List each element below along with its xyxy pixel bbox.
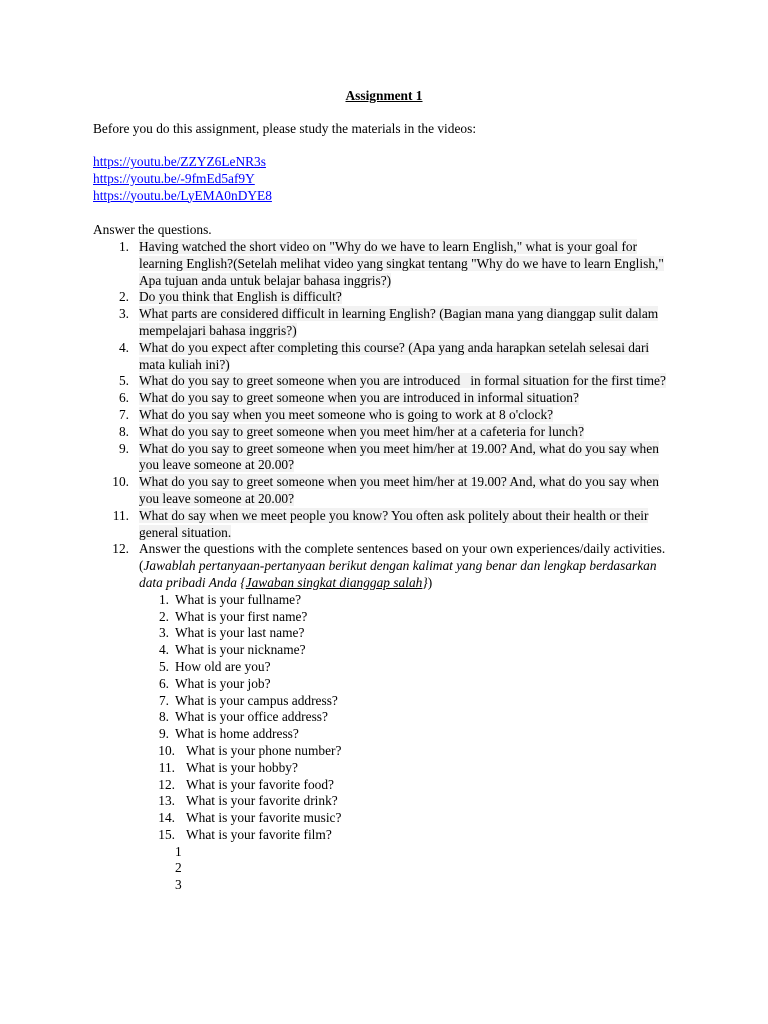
- sub-question-number: 11.: [158, 759, 175, 775]
- question-number: 8.: [118, 423, 129, 439]
- question-item: [93, 474, 673, 508]
- sub-question-number: 9.: [158, 726, 169, 742]
- sub-question-item: [139, 726, 673, 743]
- sub-question-number: 1.: [158, 591, 169, 607]
- sub-question-text: What is your office address?: [175, 709, 328, 725]
- answer-label: Answer the questions.: [93, 222, 212, 237]
- question-text: What do you say to greet someone when you meet him/her at 19.00? And, what do you say when you leave someone at 20.00?: [139, 474, 659, 506]
- question-item: [93, 407, 673, 424]
- sub-question-text: What is your campus address?: [175, 692, 338, 708]
- sub-question-item: [139, 609, 673, 626]
- question-item: [93, 424, 673, 441]
- question-item: [93, 289, 673, 306]
- sub-question-number: 14.: [158, 810, 175, 826]
- question-number: 4.: [118, 339, 129, 355]
- question-item: [93, 239, 673, 289]
- question-item: [93, 373, 673, 390]
- sub-question-number: 3.: [158, 625, 169, 641]
- question-number: 10.: [112, 474, 129, 490]
- sub-question-item: [139, 827, 673, 844]
- question-number: 9.: [118, 440, 129, 456]
- question-number: 5.: [118, 373, 129, 389]
- sub-question-text: What is your favorite music?: [186, 810, 342, 826]
- question-item-12: [93, 541, 673, 894]
- sub-question-text: What is your first name?: [175, 608, 308, 624]
- question-text: What do you expect after completing this course? (Apa yang anda harapkan setelah selesai dari mata kuliah ini?): [139, 339, 650, 372]
- sub-question-item: [139, 743, 673, 760]
- question-number: 1.: [118, 239, 129, 254]
- sub-question-number: 7.: [158, 692, 169, 708]
- sub-question-text: What is your hobby?: [186, 759, 298, 775]
- trailing-numbers: [139, 844, 673, 894]
- sub-question-item: [139, 625, 673, 642]
- sub-question-number: 6.: [158, 675, 169, 691]
- sub-question-item: [139, 676, 673, 693]
- question-item: [93, 441, 673, 475]
- sub-question-text: What is your favorite food?: [186, 776, 334, 792]
- sub-question-item: [139, 793, 673, 810]
- trailing-number: 1: [175, 843, 182, 859]
- sub-question-text: What is your phone number?: [186, 742, 342, 758]
- question-item: [93, 306, 673, 340]
- question-12-paren: ): [427, 574, 433, 590]
- question-12-brace: }: [422, 574, 428, 590]
- question-text: What do you say to greet someone when you meet him/her at a cafeteria for lunch?: [139, 423, 585, 439]
- question-list: [93, 239, 673, 894]
- question-item: [93, 340, 673, 374]
- sub-question-text: What is your nickname?: [175, 642, 306, 658]
- question-number: 2.: [118, 289, 129, 305]
- question-text: What do you say to greet someone when you are introduced in informal situation?: [139, 390, 579, 406]
- sub-question-number: 10.: [158, 742, 175, 758]
- question-number: 6.: [118, 390, 129, 406]
- sub-question-item: [139, 693, 673, 710]
- sub-question-number: 13.: [158, 793, 175, 809]
- sub-question-number: 8.: [158, 709, 169, 725]
- question-number: 12.: [112, 541, 129, 557]
- sub-question-number: 12.: [158, 776, 175, 792]
- sub-question-item: [139, 810, 673, 827]
- sub-question-item: [139, 642, 673, 659]
- question-number: 3.: [118, 306, 129, 322]
- sub-question-number: 2.: [158, 608, 169, 624]
- page-title: Assignment 1: [345, 88, 423, 103]
- question-12-warning: Jawaban singkat dianggap salah: [245, 574, 423, 590]
- question-text: What parts are considered difficult in learning English? (Bagian mana yang dianggap sulit dalam mempelajari bahasa inggris?): [139, 306, 659, 338]
- video-link-2[interactable]: https://youtu.be/-9fmEd5af9Y: [93, 170, 255, 186]
- question-item: [93, 390, 673, 407]
- sub-question-text: What is your favorite drink?: [186, 793, 338, 809]
- question-text: What do you say to greet someone when you meet him/her at 19.00? And, what do you say when you leave someone at 20.00?: [139, 440, 659, 473]
- question-number: 11.: [112, 507, 129, 523]
- sub-question-item: [139, 592, 673, 609]
- video-link-3[interactable]: https://youtu.be/LyEMA0nDYE8: [93, 187, 272, 203]
- sub-question-item: [139, 777, 673, 794]
- sub-question-list: [139, 592, 673, 844]
- sub-question-item: [139, 760, 673, 777]
- sub-question-text: What is your fullname?: [175, 591, 302, 607]
- sub-question-item: [139, 709, 673, 726]
- question-text: Do you think that English is difficult?: [139, 289, 342, 305]
- sub-question-text: What is your last name?: [175, 625, 305, 641]
- question-item: [93, 508, 673, 542]
- question-text: What do you say to greet someone when you are introduced in formal situation for the first time?: [139, 373, 666, 389]
- sub-question-number: 5.: [158, 658, 169, 674]
- trailing-number: 3: [175, 877, 182, 893]
- trailing-number: 2: [175, 860, 182, 876]
- sub-question-text: How old are you?: [175, 658, 271, 674]
- sub-question-text: What is your job?: [175, 675, 271, 691]
- question-number: 7.: [118, 406, 129, 422]
- sub-question-number: 15.: [158, 826, 175, 842]
- sub-question-number: 4.: [158, 642, 169, 658]
- sub-question-text: What is your favorite film?: [186, 826, 332, 842]
- question-12-translation: Jawablah pertanyaan-pertanyaan berikut dengan kalimat yang benar dan lengkap berdasarkan data pribadi Anda {: [139, 558, 657, 590]
- video-links: [93, 154, 272, 204]
- video-link-1[interactable]: https://youtu.be/ZZYZ6LeNR3s: [93, 154, 266, 169]
- sub-question-item: [139, 659, 673, 676]
- sub-question-text: What is home address?: [175, 726, 299, 742]
- question-12-text: Answer the questions with the complete sentences based on your own experiences/daily activities. (: [139, 541, 666, 574]
- question-text: What do you say when you meet someone who is going to work at 8 o'clock?: [139, 406, 554, 422]
- intro-text: Before you do this assignment, please study the materials in the videos:: [93, 121, 477, 136]
- question-text: What do say when we meet people you know? You often ask politely about their health or their general situation.: [139, 507, 649, 540]
- question-text: Having watched the short video on "Why do we have to learn English," what is your goal for learning English?(Setelah melihat video yang singkat tentang "Why do we have to learn English," Apa tujuan anda untuk belajar bahasa inggris?): [139, 239, 664, 288]
